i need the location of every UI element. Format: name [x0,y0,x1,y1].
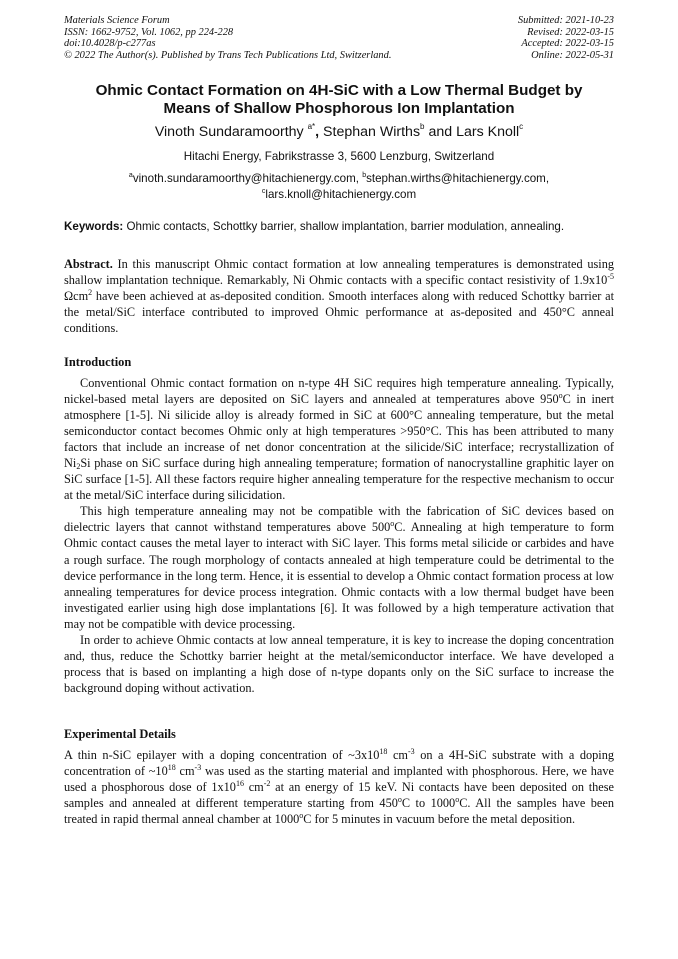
author-1: Vinoth Sundaramoorthy [154,124,304,140]
title-line-1: Ohmic Contact Formation on 4H-SiC with a Low Thermal Budget by [95,82,583,99]
issn: ISSN: 1662-9752, Vol. 1062, pp 224-228 [64,26,234,38]
paragraph-text: cm [175,764,195,779]
email-marker-c: c [261,187,266,195]
paper-title [64,82,614,118]
intro-paragraph-2 [64,503,614,631]
paragraph-text: C. Annealing at high temperature to form Ohmic contact causes the metal layer to interact with SiC layer. This forms metal silicide or carbides and have a rough surface. The rough morphology of contacts annealed at high temperature could be detrimental to the device performance in the long term. Hence, it is essential to develop a Ohmic contact formation process at low annealing temperatures for device process integration. Ohmic contacts with a low thermal budget have been investigated earlier using high dose implantations [6]. It was followed by a high temperature activation that may not be compatible with device processing. [64,520,615,631]
keywords-text: Ohmic contacts, Schottky barrier, shallow implantation, barrier modulation, annealing. [123,220,565,233]
introduction-body [64,375,614,696]
author-3: Lars Knoll [456,124,520,140]
affiliation: Hitachi Energy, Fabrikstrasse 3, 5600 Lenzburg, Switzerland [183,150,495,163]
title-line-2: Means of Shallow Phosphorous Ion Implantation [163,100,515,117]
header-right [518,15,614,61]
paragraph-text: at an energy of 15 keV. Ni contacts have been deposited on these samples and annealed at different temperature starting from 450 [64,780,614,811]
author-1-marker: a* [307,122,316,131]
copyright: © 2022 The Author(s). Published by Trans Tech Publications Ltd, Switzerland. [64,49,392,61]
experimental-body [64,747,614,827]
author-list [64,123,614,141]
email-marker-b: b [362,172,367,179]
header-left [64,15,391,61]
paragraph-text: cm [243,780,264,795]
submitted-date: Submitted: 2021-10-23 [517,15,614,26]
paragraph-text: A thin n-SiC epilayer with a doping concentration of ~3x10 [64,748,380,762]
introduction-heading: Introduction [64,355,132,369]
journal-name: Materials Science Forum [64,15,170,26]
abstract-text: In this manuscript Ohmic contact formation at low annealing temperatures is demonstrated using shallow implantation technique. Remarkably, Ni Ohmic contacts with a specific contact resistivity of 1.9x10 [64,257,614,288]
paragraph-text: was used as the starting material and implanted with phosphorous. Here, we have used a phosphorous dose of 1x10 [64,764,614,795]
email-c: lars.knoll@hitachienergy.com [265,187,417,201]
degree-superscript: o [558,391,563,401]
intro-paragraph-3: In order to achieve Ohmic contacts at low anneal temperature, it is key to increase the doping concentration and, thus, reduce the Schottky barrier height at the metal/semiconductor interface. We have developed a process that is based on implanting a high dose of n-type dopants only on the SiC surface to increase the background doping without activation. [64,632,614,695]
degree-superscript: o [455,795,460,805]
paragraph-text: Conventional Ohmic contact formation on n-type 4H SiC requires high temperature annealing. Typically, nickel-based metal layers are deposited on SiC layers and annealed at temperatures above 950 [64,376,614,407]
author-emails [64,171,614,202]
superscript: 16 [235,779,244,789]
paragraph-text: Si phase on SiC surface during high annealing temperature; formation of nanocrystalline graphitic layer on SiC surface [1-5]. All these factors require higher annealing temperature for the respective mechanism to occur at the metal/SiC interface during silicidation. [64,456,614,503]
superscript: -2 [263,779,271,789]
abstract-superscript: 2 [88,288,93,298]
superscript: 18 [379,747,388,756]
author-2: Stephan Wirths [323,124,421,140]
revised-date: Revised: 2022-03-15 [527,26,614,38]
email-a: vinoth.sundaramoorthy@hitachienergy.com, [132,172,363,185]
degree-superscript: o [299,811,304,821]
author-2-marker: b [420,122,425,131]
email-b: stephan.wirths@hitachienergy.com, [366,172,550,185]
paragraph-text: on a 4H-SiC substrate with a doping concentration of ~10 [64,748,615,779]
doi: doi:10.4028/p-c277as [64,38,156,50]
superscript: -3 [194,763,202,773]
abstract-label: Abstract. [64,257,113,271]
subscript: 2 [76,462,81,472]
keywords-label: Keywords: [64,220,124,233]
intro-paragraph-1 [64,375,614,503]
keywords [64,219,614,235]
abstract-superscript: -5 [607,272,614,282]
author-separator: , [315,124,324,140]
online-date: Online: 2022-05-31 [531,49,614,61]
experimental-paragraph [64,747,614,827]
paragraph-text: This high temperature annealing may not be compatible with the fabrication of SiC devices based on dielectric layers that cannot withstand temperatures above 500 [64,504,614,535]
paragraph-text: cm [387,748,408,762]
author-3-marker: c [519,122,524,131]
paragraph-text: C to 1000 [401,796,456,811]
abstract-text: have been achieved at as-deposited condition. Smooth interfaces along with reduced Schottky barrier at the metal/SiC interface contributed to improved Ohmic performance at as-deposited and 450°C anneal conditions. [64,289,614,336]
abstract-text: Ωcm [64,289,89,304]
paragraph-text: C for 5 minutes in vacuum before the metal deposition. [303,812,576,827]
superscript: -3 [408,747,415,756]
degree-superscript: o [397,795,402,805]
author-separator: and [424,124,457,140]
experimental-heading: Experimental Details [64,727,176,741]
degree-superscript: o [390,519,395,529]
accepted-date: Accepted: 2022-03-15 [521,38,614,50]
paragraph-text: C in inert atmosphere [1-5]. Ni silicide alloy is already formed in SiC at 600°C annealing temperature, but the metal semiconductor contact becomes Ohmic only at high temperatures >950°C. This has been attributed to many factors that include an increase of net donor concentration at the silicide/SiC interface; recrystallization of Ni [64,392,614,471]
abstract [64,256,614,336]
email-marker-a: a [128,172,133,179]
superscript: 18 [167,763,176,773]
paragraph-text: C. All the samples have been treated in rapid thermal anneal chamber at 1000 [64,796,614,827]
